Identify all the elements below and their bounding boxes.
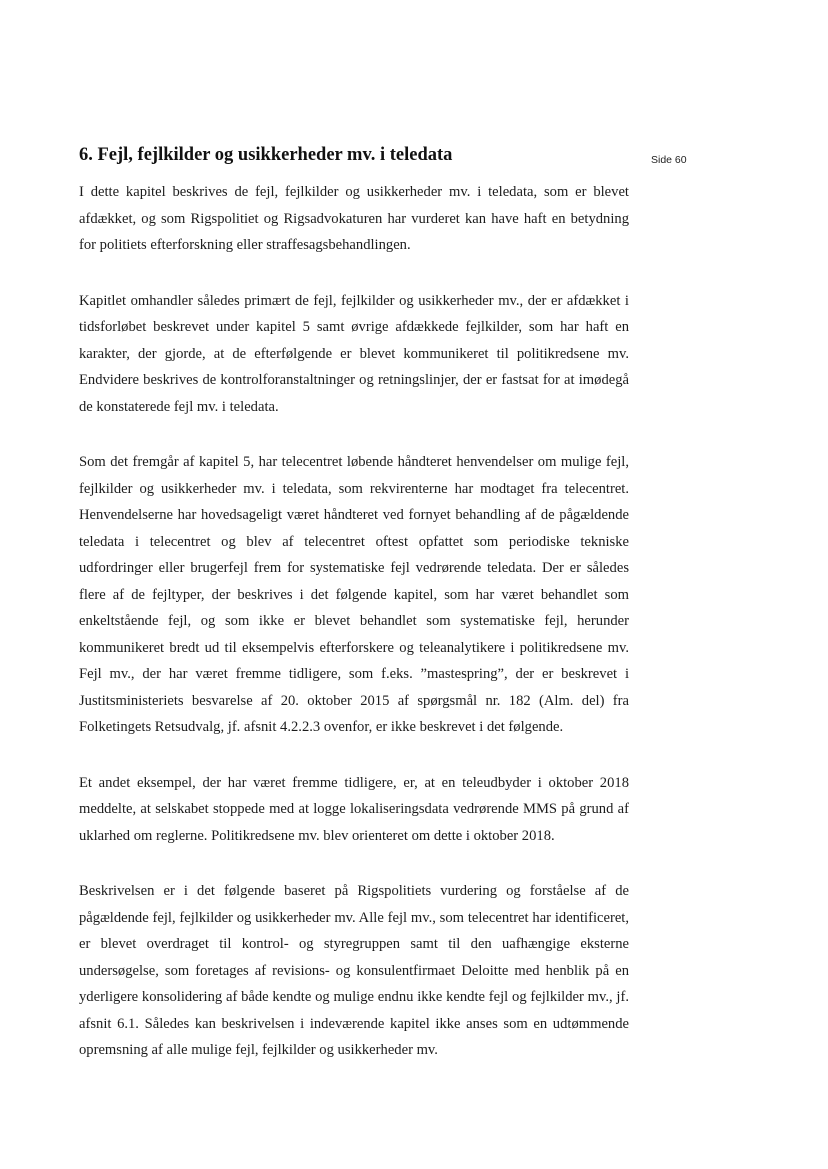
- body-text: [79, 179, 629, 1064]
- paragraph-1: I dette kapitel beskrives de fejl, fejlkilder og usikkerheder mv. i teledata, som er blevet afdækket, og som Rigspolitiet og Rigsadvokaturen har vurderet kan have haft en betydning for politiets efterforskning eller straffesagsbehandlingen.: [79, 184, 629, 253]
- paragraph-2: Kapitlet omhandler således primært de fejl, fejlkilder og usikkerheder mv., der er afdækket i tidsforløbet beskrevet under kapitel 5 samt øvrige afdækkede fejlkilder, som har haft en karakter, der gjorde, at de efterfølgende er blevet kommunikeret til politikredsene mv. Endvidere beskrives de kontrolforanstaltninger og retningslinjer, der er fastsat for at imødegå de konstaterede fejl mv. i teledata.: [79, 292, 629, 415]
- paragraph-5: Beskrivelsen er i det følgende baseret på Rigspolitiets vurdering og forståelse af de pågældende fejl, fejlkilder og usikkerheder mv. Alle fejl mv., som telecentret har identificeret, er blevet overdraget til kontrol- og styregruppen samt til den uafhængige eksterne undersøgelse, som foretages af revisions- og konsulentfirmaet Deloitte med henblik på en yderligere konsolidering af både kendte og mulige endnu ikke kendte fejl og fejlkilder mv., jf. afsnit 6.1. Således kan beskrivelsen i indeværende kapitel ikke anses som en udtømmende opremsning af alle mulige fejl, fejlkilder og usikkerheder mv.: [79, 883, 629, 1058]
- paragraph-4: Et andet eksempel, der har været fremme tidligere, er, at en teleudbyder i oktober 2018 meddelte, at selskabet stoppede med at logge lokaliseringsdata vedrørende MMS på grund af uklarhed om reglerne. Politikredsene mv. blev orienteret om dette i oktober 2018.: [79, 774, 629, 844]
- section-heading: 6. Fejl, fejlkilder og usikkerheder mv. i teledata: [79, 145, 453, 165]
- paragraph-3: Som det fremgår af kapitel 5, har telecentret løbende håndteret henvendelser om mulige fejl, fejlkilder og usikkerheder mv. i teledata, som rekvirenterne har modtaget fra telecentret. Henvendelserne har hovedsageligt været håndteret ved fornyet behandling af de pågældende teledata i telecentret og blev af telecentret oftest opfattet som periodiske tekniske udfordringer eller brugerfejl frem for systematiske fejl vedrørende teledata. Der er således flere af de fejltyper, der beskrives i det følgende kapitel, som har været behandlet som enkeltstående fejl, og som ikke er blevet behandlet som systematiske fejl, herunder kommunikeret bredt ud til eksempelvis efterforskere og teleanalytikere i politikredsene mv. Fejl mv., der har været fremme tidligere, som f.eks. ”mastespring”, der er beskrevet i Justitsministeriets besvarelse af 20. oktober 2015 af spørgsmål nr. 182 (Alm. del) fra Folketingets Retsudvalg, jf. afsnit 4.2.2.3 ovenfor, er ikke beskrevet i det følgende.: [79, 454, 629, 735]
- page-number: Side 60: [651, 154, 687, 166]
